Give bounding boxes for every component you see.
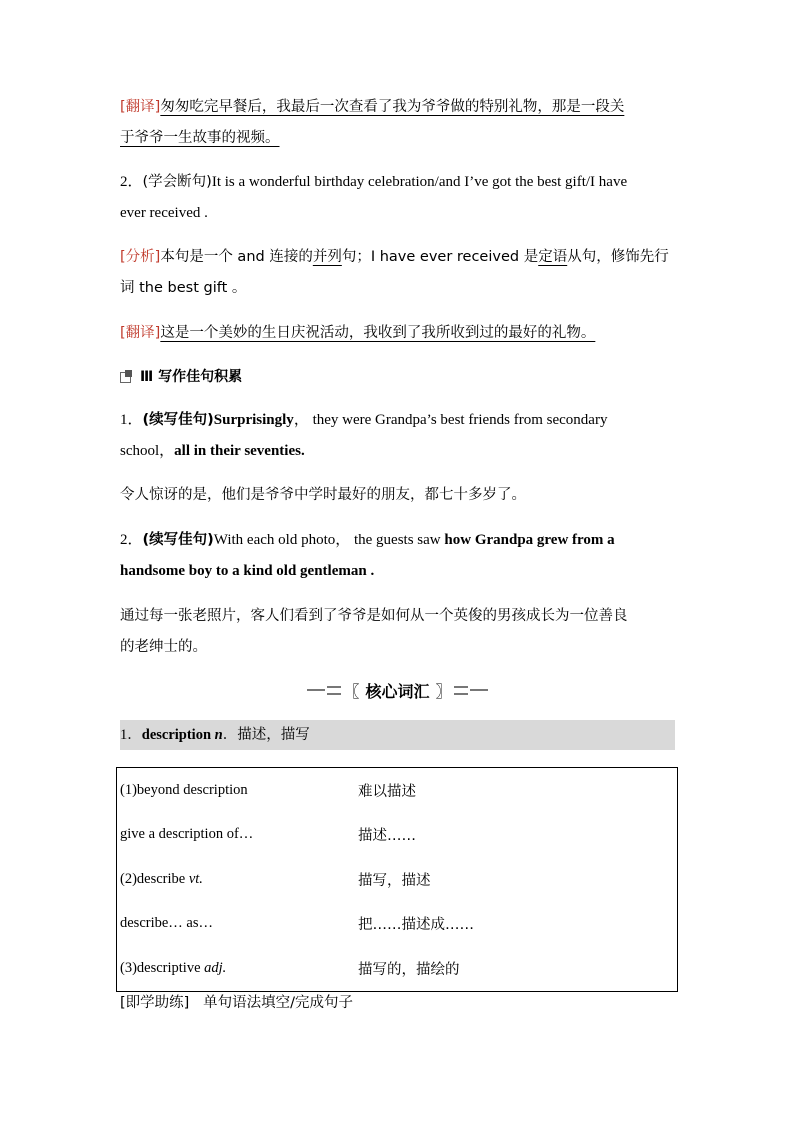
analysis-block xyxy=(120,242,675,304)
section-heading-iii xyxy=(120,366,242,386)
writing-2-bold-2: handsome boy to a kind old gentleman . xyxy=(120,563,375,579)
translation-2 xyxy=(120,318,675,349)
analysis-tag: [分析] xyxy=(120,249,161,265)
writing-1-translation: 令人惊讶的是，他们是爷爷中学时最好的朋友，都七十多岁了。 xyxy=(120,487,526,503)
table-cell-zh: 描述…… xyxy=(358,828,416,845)
table-pos-text: adj. xyxy=(204,959,227,976)
table-cell-zh: 描写，描述 xyxy=(358,872,431,889)
analysis-underline-2: 定语 xyxy=(538,249,568,265)
vocab-heading-bar xyxy=(120,720,675,750)
table-en-text: give a description of… xyxy=(120,826,254,843)
analysis-text-4: 词 the best gift 。 xyxy=(120,280,247,296)
writing-2-translation-line1: 通过每一张老照片，客人们看到了爷爷是如何从一个英俊的男孩成长为一位善良 xyxy=(120,608,628,624)
writing-1-bold-2: all in their seventies. xyxy=(174,443,305,459)
table-cell-zh: 把……描述成…… xyxy=(358,917,474,934)
table-cell-zh: 描写的，描绘的 xyxy=(358,961,460,978)
table-cell-zh: 难以描述 xyxy=(358,783,416,800)
writing-1-text-2: school， xyxy=(120,443,175,459)
practice-line xyxy=(120,988,675,1019)
section-heading-text: Ⅲ 写作佳句积累 xyxy=(140,369,243,385)
table-cell-en xyxy=(117,782,358,799)
translation-1 xyxy=(120,92,675,154)
sentence-2 xyxy=(120,167,675,229)
writing-2-translation xyxy=(120,601,675,663)
table-en-text: describe… as… xyxy=(120,915,214,932)
translation-tag: [翻译] xyxy=(120,325,161,341)
practice-tag: [即学助练] xyxy=(120,995,190,1011)
analysis-text-3: 从句，修饰先行 xyxy=(567,249,669,265)
table-cell-en xyxy=(117,871,358,888)
practice-text: 单句语法填空/完成句子 xyxy=(203,995,354,1011)
table-cell-en xyxy=(117,826,358,843)
writing-2-bold-1: how Grandpa grew from a xyxy=(444,532,615,548)
left-decoration-icon: 〖 xyxy=(307,679,359,702)
writing-1-label: (续写佳句) xyxy=(142,412,214,428)
vocab-pos: n xyxy=(214,727,223,743)
core-vocab-title xyxy=(120,678,675,702)
sentence-2-text-a: It is a wonderful birthday celebration/and I’ve got the best gift/I have xyxy=(211,174,628,190)
vocab-word: description xyxy=(141,727,212,743)
analysis-text-1: 本句是一个 and 连接的 xyxy=(160,249,313,265)
translation-1-line2: 于爷爷一生故事的视频。 xyxy=(120,130,280,146)
vocab-table xyxy=(116,767,678,992)
vocab-number: 1． xyxy=(120,727,142,743)
translation-tag: [翻译] xyxy=(120,99,161,115)
right-decoration-icon: 〗 xyxy=(436,679,488,702)
translation-1-line1: 匆匆吃完早餐后，我最后一次查看了我为爷爷做的特别礼物，那是一段关 xyxy=(160,99,625,115)
writing-2-translation-line2: 的老绅士的。 xyxy=(120,639,207,655)
sentence-2-text-b: ever received . xyxy=(120,205,208,221)
writing-1-text-1: ， they were Grandpa’s best friends from secondary xyxy=(293,412,608,428)
writing-sentence-1 xyxy=(120,405,675,467)
section-square-icon xyxy=(120,370,134,382)
writing-2-text-1: With each old photo， the guests saw xyxy=(213,532,445,548)
table-row xyxy=(117,813,677,858)
translation-2-text: 这是一个美妙的生日庆祝活动，我收到了我所收到过的最好的礼物。 xyxy=(160,325,596,341)
table-cell-en xyxy=(117,915,358,932)
table-en-text: (1)beyond description xyxy=(120,781,248,798)
writing-1-number: 1． xyxy=(120,412,143,428)
table-en-text: (3)descriptive xyxy=(120,959,205,976)
writing-2-label: (续写佳句) xyxy=(142,532,214,548)
table-row xyxy=(117,768,677,813)
sentence-2-number: 2． xyxy=(120,174,143,190)
table-row xyxy=(117,946,677,991)
writing-sentence-2 xyxy=(120,525,675,587)
table-cell-en xyxy=(117,960,358,977)
core-vocab-title-text: 核心词汇 xyxy=(365,681,430,701)
table-row xyxy=(117,857,677,902)
table-pos-text: vt. xyxy=(188,870,203,887)
writing-2-number: 2． xyxy=(120,532,143,548)
table-row xyxy=(117,902,677,947)
analysis-underline-1: 并列 xyxy=(312,249,342,265)
sentence-2-label: (学会断句) xyxy=(142,174,212,190)
table-en-text: (2)describe xyxy=(120,870,189,887)
vocab-meaning: ．描述，描写 xyxy=(222,727,310,743)
writing-1-bold-1: Surprisingly xyxy=(213,412,294,428)
analysis-text-2: 句；I have ever received 是 xyxy=(341,249,539,265)
